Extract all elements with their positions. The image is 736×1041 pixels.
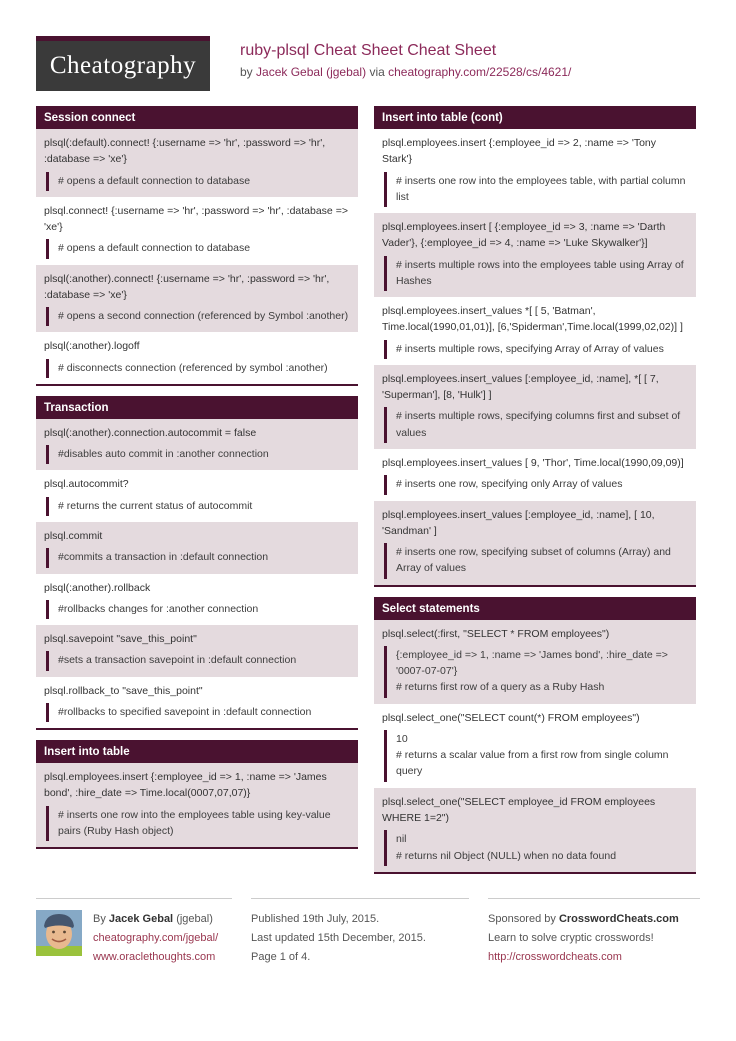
comment-block: [384, 830, 688, 866]
section-insert-into-table-cont: [374, 106, 696, 587]
comment-block: [384, 256, 688, 292]
code-row: [36, 574, 358, 626]
sponsor-name: CrosswordCheats.com: [558, 912, 679, 925]
code-row: [36, 522, 358, 574]
footer-author-text: [93, 910, 218, 968]
code-row: [36, 197, 358, 265]
comment-block: [46, 548, 350, 567]
section-select-statements: [374, 597, 696, 874]
comment-block: [46, 307, 350, 326]
footer-sponsor-block: [488, 898, 700, 968]
comment-line: # opens a default connection to database: [58, 242, 251, 255]
comment-line: # inserts one row into the employees table using key-value pairs (Ruby Hash object): [58, 808, 331, 837]
footer-author-block: [36, 898, 232, 968]
code-text: plsql.employees.insert [ {:employee_id => 3, :name => 'Darth Vader'}, {:employee_id => 4, :name => 'Luke Skywalker'}]: [382, 221, 666, 250]
comment-block: [46, 497, 350, 516]
code-row: [36, 763, 358, 847]
code-text: plsql.employees.insert_values [ 9, 'Thor', Time.local(1990,09,09)]: [382, 456, 684, 469]
comment-block: [46, 703, 350, 722]
code-row: [36, 677, 358, 729]
sheet-columns: [36, 106, 700, 884]
code-text: plsql.employees.insert_values [:employee_id, :name], [ 10, 'Sandman' ]: [382, 508, 655, 537]
code-text: plsql.rollback_to "save_this_point": [44, 684, 203, 697]
published-date: Published 19th July, 2015.: [251, 912, 380, 925]
section-title: Transaction: [36, 396, 358, 419]
comment-line: #sets a transaction savepoint in :default connection: [58, 654, 297, 667]
comment-line: nil: [396, 833, 407, 846]
comment-block: [46, 172, 350, 191]
comment-block: [46, 239, 350, 258]
comment-block: [384, 407, 688, 443]
section-title: Insert into table (cont): [374, 106, 696, 129]
comment-line: # returns first row of a query as a Ruby Hash: [396, 681, 605, 694]
code-text: plsql(:another).connection.autocommit = false: [44, 426, 257, 439]
comment-line: # opens a second connection (referenced by Symbol :another): [58, 310, 349, 323]
code-text: plsql.connect! {:username => 'hr', :password => 'hr', :database => 'xe'}: [44, 204, 348, 234]
via-label: via: [369, 65, 385, 79]
sheet-url-link[interactable]: cheatography.com/22528/cs/4621/: [388, 65, 572, 79]
comment-block: [384, 475, 688, 494]
logo-text: Cheatography: [49, 52, 197, 79]
code-text: plsql.employees.insert {:employee_id => 1, :name => 'James bond', :hire_date => Time.local(0007,07,07)}: [44, 771, 327, 800]
header-text: [240, 36, 571, 79]
footer-website-link[interactable]: www.oraclethoughts.com: [93, 951, 216, 964]
code-row: [36, 470, 358, 522]
footer-publish-block: [251, 898, 469, 968]
code-text: plsql(:another).logoff: [44, 340, 140, 353]
code-row: [374, 704, 696, 788]
author-link[interactable]: Jacek Gebal (jgebal): [256, 65, 367, 79]
section-transaction: [36, 396, 358, 730]
comment-line: # inserts one row, specifying only Array of values: [396, 478, 623, 491]
code-row: [36, 419, 358, 471]
code-text: plsql.employees.insert_values [:employee_id, :name], *[ [ 7, 'Superman'], [8, 'Hulk'] ]: [382, 372, 659, 402]
footer-author-handle: (jgebal): [176, 912, 213, 925]
section-session-connect: [36, 106, 358, 386]
left-column: [36, 106, 358, 859]
section-insert-into-table: [36, 740, 358, 849]
footer-author-name: Jacek Gebal: [108, 912, 174, 925]
code-text: plsql.commit: [44, 529, 103, 542]
author-avatar[interactable]: [36, 910, 82, 956]
sponsor-url-link[interactable]: http://crosswordcheats.com: [488, 951, 622, 964]
code-text: plsql.select(:first, "SELECT * FROM employees"): [382, 627, 610, 640]
footer-profile-link[interactable]: cheatography.com/jgebal/: [93, 932, 219, 945]
section-title: Insert into table: [36, 740, 358, 763]
code-row: [374, 501, 696, 585]
comment-block: [46, 445, 350, 464]
right-column: [374, 106, 696, 884]
comment-line: # inserts one row, specifying subset of columns (Array) and Array of values: [396, 546, 671, 575]
comment-block: [384, 730, 688, 782]
code-row: [36, 625, 358, 677]
code-text: plsql.employees.insert {:employee_id => 2, :name => 'Tony Stark'}: [382, 137, 656, 166]
byline: [240, 65, 571, 79]
byline-prefix: by: [240, 65, 253, 79]
code-text: plsql(:another).connect! {:username => 'hr', :password => 'hr', :database => 'xe'}: [44, 272, 330, 301]
comment-line: # returns nil Object (NULL) when no data found: [396, 849, 617, 862]
comment-block: [46, 600, 350, 619]
code-text: plsql(:another).rollback: [44, 581, 151, 594]
code-text: plsql(:default).connect! {:username => 'hr', :password => 'hr', :database => 'xe'}: [44, 137, 326, 166]
code-row: [374, 297, 696, 365]
code-text: plsql.autocommit?: [44, 478, 129, 491]
comment-line: # inserts multiple rows, specifying columns first and subset of values: [396, 410, 681, 439]
comment-line: # disconnects connection (referenced by symbol :another): [58, 361, 328, 374]
code-row: [374, 788, 696, 872]
code-row: [374, 449, 696, 501]
comment-block: [384, 172, 688, 208]
code-text: plsql.select_one("SELECT employee_id FROM employees WHERE 1=2"): [382, 795, 656, 824]
code-row: [36, 332, 358, 384]
page-title: ruby-plsql Cheat Sheet Cheat Sheet: [240, 42, 497, 59]
comment-block: [384, 340, 688, 359]
sponsor-line: [488, 910, 700, 929]
section-title: Session connect: [36, 106, 358, 129]
code-row: [36, 129, 358, 197]
comment-line: {:employee_id => 1, :name => 'James bond', :hire_date => '0007-07-07'}: [396, 648, 668, 678]
comment-block: [46, 651, 350, 670]
sponsor-label: Sponsored by: [488, 912, 556, 925]
header: [36, 36, 700, 91]
section-title: Select statements: [374, 597, 696, 620]
comment-line: #disables auto commit in :another connection: [58, 448, 269, 461]
code-row: [374, 129, 696, 213]
code-row: [374, 213, 696, 297]
comment-block: [384, 543, 688, 579]
sponsor-tagline: Learn to solve cryptic crosswords!: [488, 932, 654, 945]
code-text: plsql.employees.insert_values *[ [ 5, 'Batman', Time.local(1990,01,01)], [6,'Spiderman',Time.local(1999,02,02)] ]: [382, 305, 683, 334]
comment-line: # inserts one row into the employees table, with partial column list: [396, 174, 686, 203]
last-updated-date: Last updated 15th December, 2015.: [251, 932, 426, 945]
code-row: [36, 265, 358, 333]
cheatography-logo[interactable]: [36, 36, 210, 91]
page-number: Page 1 of 4.: [251, 951, 311, 964]
comment-line: # returns a scalar value from a first row from single column query: [396, 749, 669, 778]
comment-line: 10: [396, 732, 408, 745]
comment-line: #rollbacks changes for :another connection: [58, 602, 259, 615]
comment-line: # inserts multiple rows, specifying Array of Array of values: [396, 342, 664, 355]
comment-line: # inserts multiple rows into the employees table using Array of Hashes: [396, 258, 684, 287]
comment-block: [46, 359, 350, 378]
comment-line: # opens a default connection to database: [58, 174, 251, 187]
comment-line: #commits a transaction in :default connection: [58, 551, 269, 564]
footer-byline: [93, 910, 218, 929]
code-row: [374, 365, 696, 449]
comment-line: # returns the current status of autocommit: [58, 499, 253, 512]
comment-block: [384, 646, 688, 698]
code-row: [374, 620, 696, 704]
code-text: plsql.select_one("SELECT count(*) FROM employees"): [382, 711, 640, 724]
comment-line: #rollbacks to specified savepoint in :default connection: [58, 705, 312, 718]
comment-block: [46, 806, 350, 842]
footer-by-label: By: [93, 912, 106, 925]
footer: [36, 898, 700, 968]
code-text: plsql.savepoint "save_this_point": [44, 633, 197, 646]
